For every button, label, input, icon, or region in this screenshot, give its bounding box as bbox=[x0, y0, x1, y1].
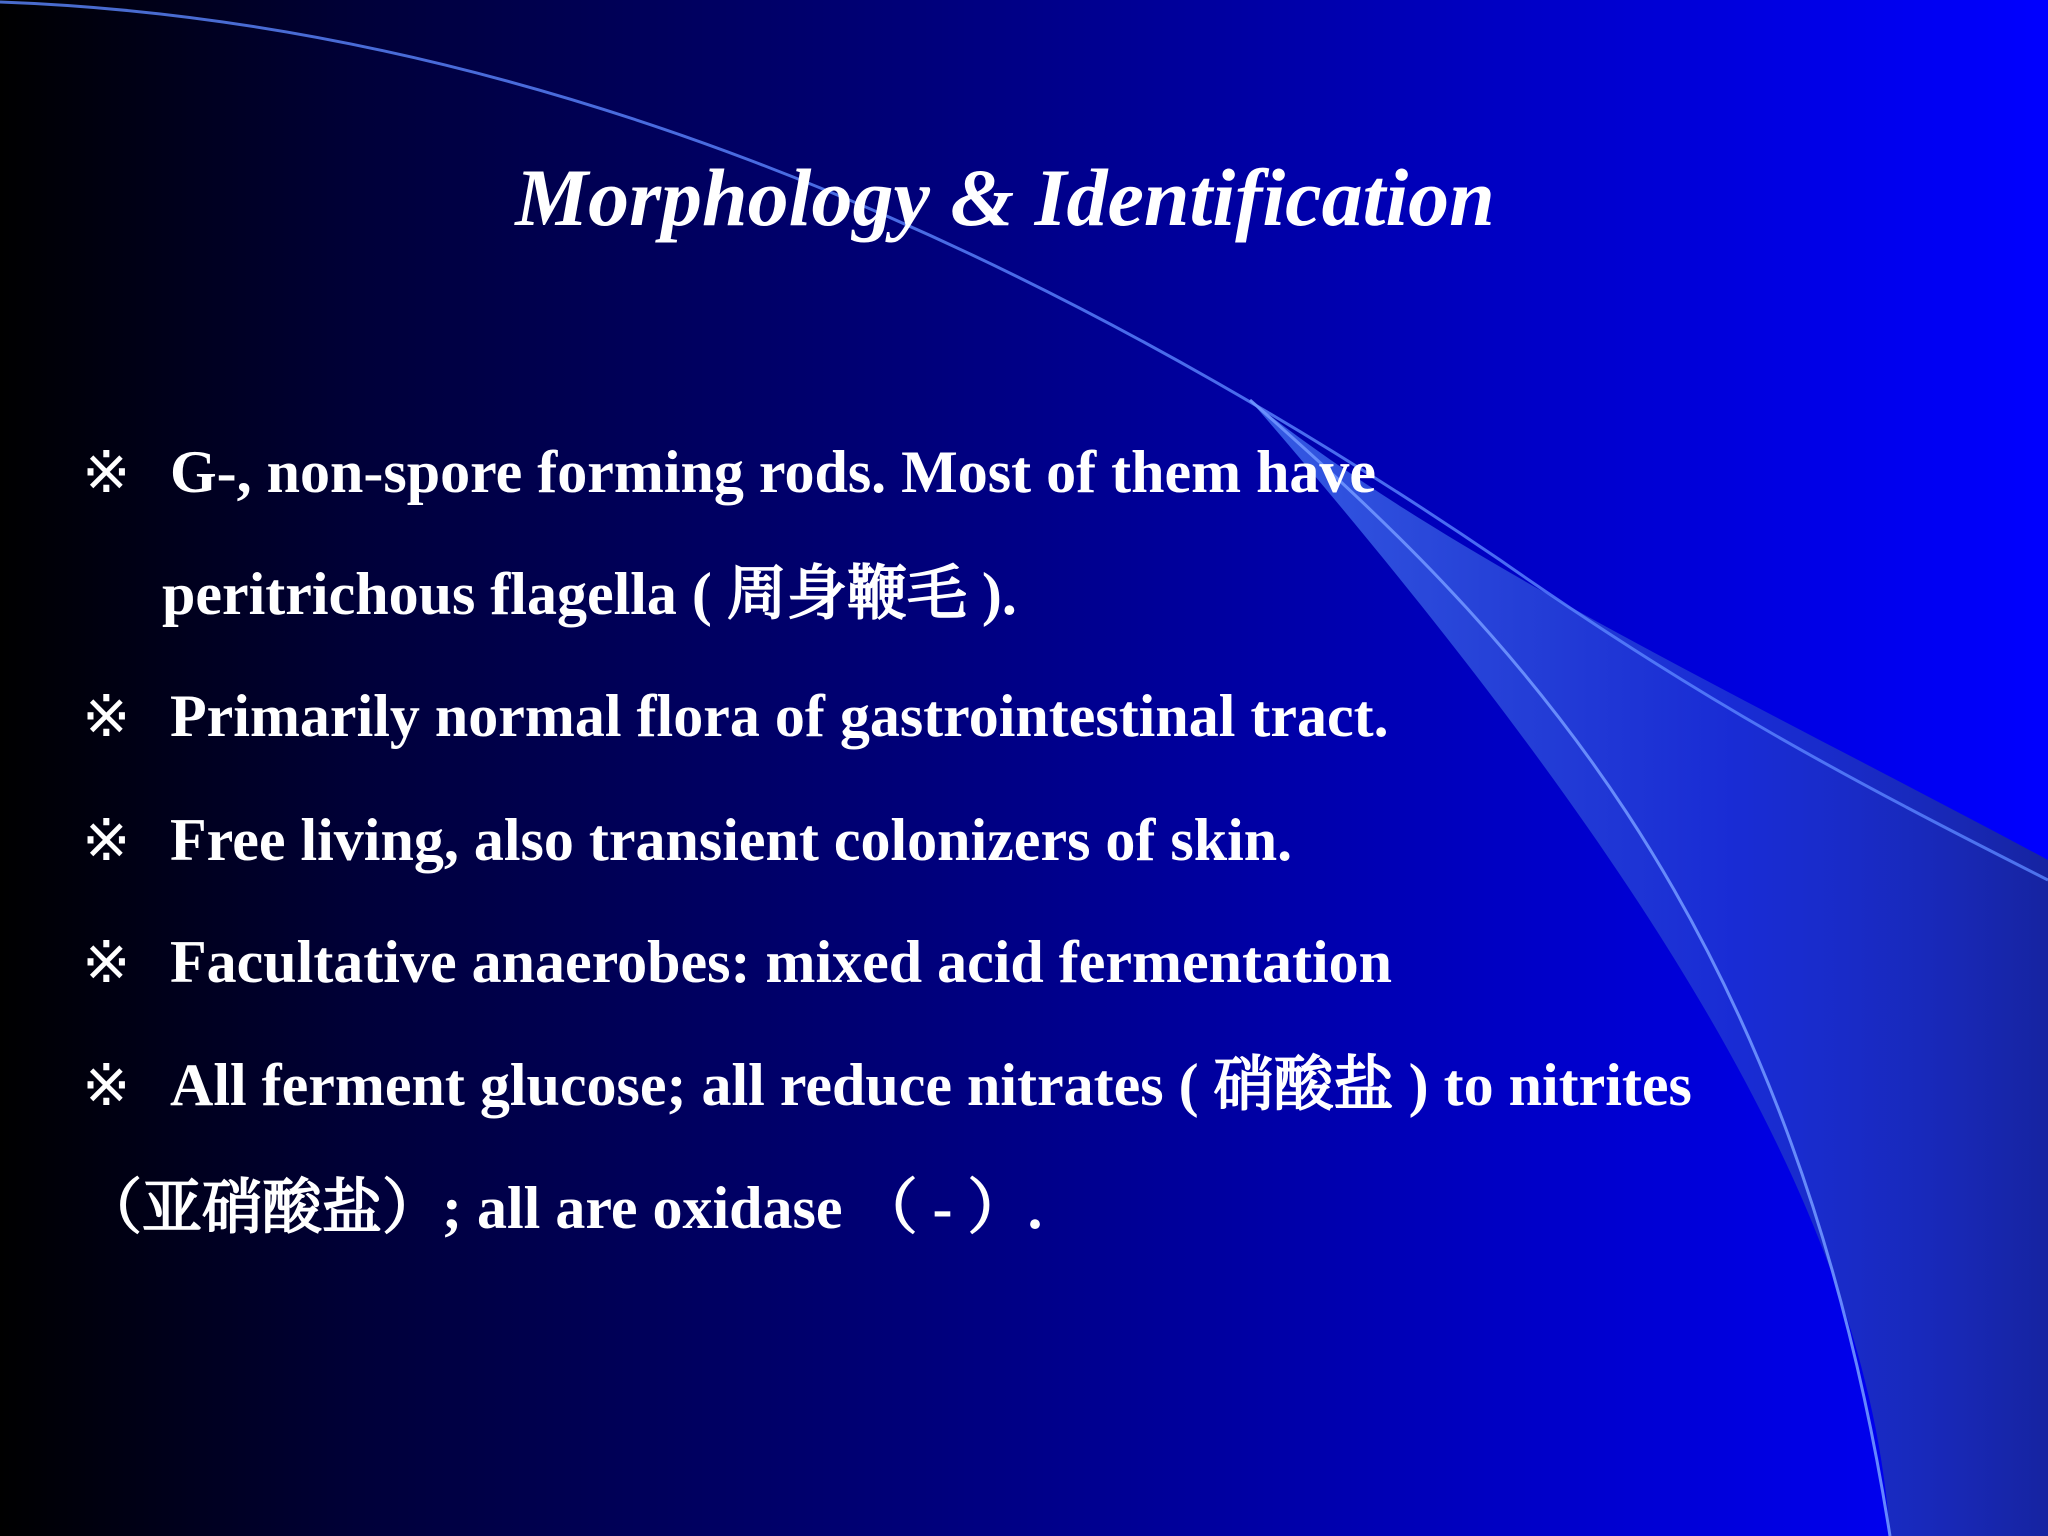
bullet-text: peritrichous flagella ( 周身鞭毛 ). bbox=[162, 561, 1017, 627]
bullet-line-1-continued bbox=[162, 554, 1017, 634]
bullet-mark: ※ bbox=[82, 438, 131, 506]
bullet-line-3 bbox=[82, 800, 1292, 880]
bullet-text: G-, non-spore forming rods. Most of them have bbox=[170, 439, 1377, 505]
bullet-mark: ※ bbox=[82, 928, 131, 996]
bullet-line-2 bbox=[82, 676, 1389, 756]
bullet-text: Primarily normal flora of gastrointestinal tract. bbox=[170, 683, 1389, 749]
bullet-text: Facultative anaerobes: mixed acid fermentation bbox=[170, 929, 1393, 995]
bullet-mark: ※ bbox=[82, 682, 131, 750]
slide-title: Morphology & Identification bbox=[515, 152, 1495, 243]
bullet-line-1 bbox=[82, 432, 1376, 512]
bullet-mark: ※ bbox=[82, 1051, 131, 1119]
bullet-text: （亚硝酸盐）; all are oxidase （ - ）. bbox=[82, 1175, 1043, 1241]
bullet-mark: ※ bbox=[82, 806, 131, 874]
bullet-text: Free living, also transient colonizers of skin. bbox=[170, 807, 1293, 873]
bullet-line-4 bbox=[82, 922, 1392, 1002]
bullet-line-5-continued bbox=[82, 1168, 1043, 1248]
bullet-line-5 bbox=[82, 1045, 1692, 1125]
bullet-text: All ferment glucose; all reduce nitrates ( 硝酸盐 ) to nitrites bbox=[170, 1052, 1692, 1118]
